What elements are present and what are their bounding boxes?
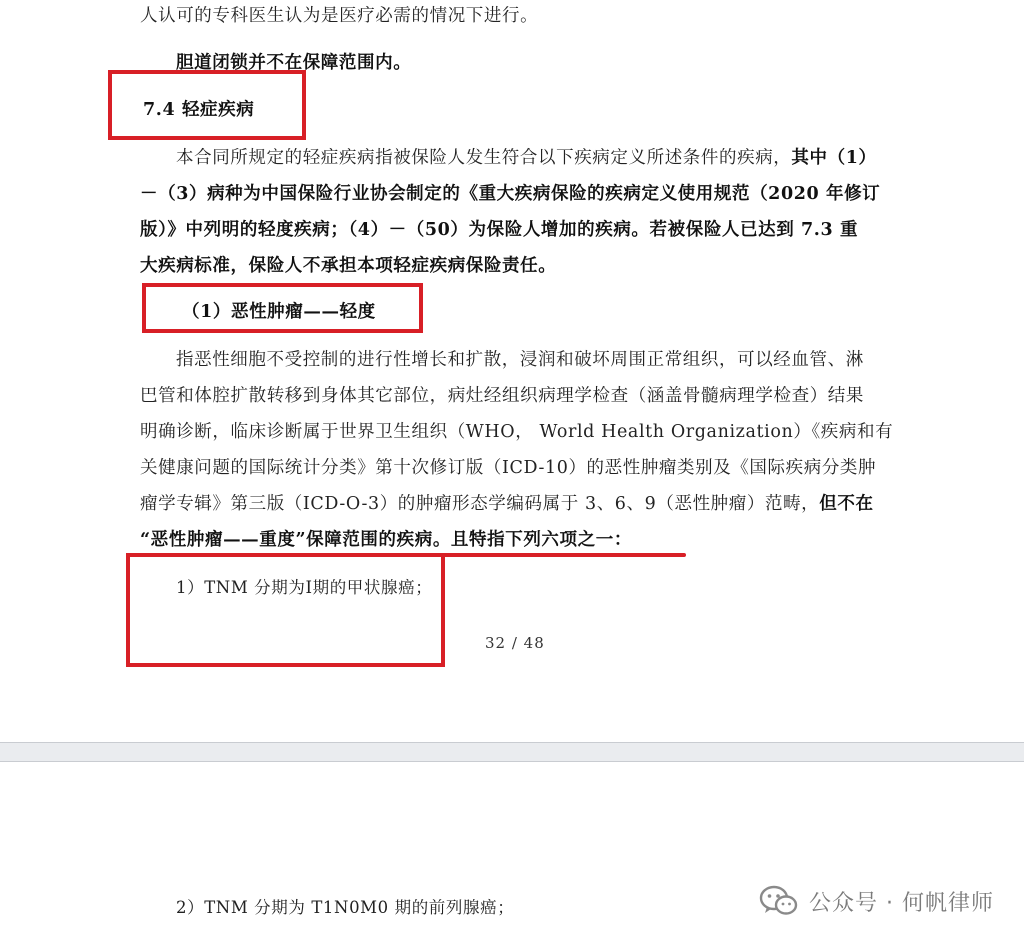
paragraph-text: 本合同所规定的轻症疾病指被保险人发生符合以下疾病定义所述条件的疾病， (176, 148, 792, 168)
paragraph-line: 大疾病标准，保险人不承担本项轻症疾病保险责任。 (140, 256, 557, 276)
section-heading: 7.4 轻症疾病 (143, 100, 255, 120)
highlight-box-subheading (142, 283, 423, 333)
watermark-text: 公众号 · 何帆律师 (809, 890, 994, 916)
paragraph-line: 明确诊断，临床诊断属于世界卫生组织（WHO， World Health Organization）《疾病和有 (140, 422, 894, 442)
paragraph-text: 瘤学专辑》第三版（ICD-O-3）的肿瘤形态学编码属于 3、6、9（恶性肿瘤）范畴， (140, 494, 820, 514)
list-item: 2）TNM 分期为 T1N0M0 期的前列腺癌； (176, 898, 515, 917)
watermark (759, 884, 994, 918)
paragraph-line (176, 144, 877, 169)
subsection-heading: （1）恶性肿瘤——轻度 (182, 302, 376, 322)
paragraph-line (140, 490, 874, 515)
paragraph-line: 胆道闭锁并不在保障范围内。 (176, 53, 412, 73)
highlight-box-heading (108, 70, 306, 140)
paragraph-line: 人认可的专科医生认为是医疗必需的情况下进行。 (140, 6, 539, 26)
paragraph-line: 版）》中列明的轻度疾病；（4）－（50）为保险人增加的疾病。若被保险人已达到 7.3 重 (140, 220, 859, 240)
page-separator (0, 742, 1024, 762)
paragraph-line: 巴管和体腔扩散转移到身体其它部位，病灶经组织病理学检查（涵盖骨髓病理学检查）结果 (140, 386, 864, 406)
paragraph-line: 关健康问题的国际统计分类》第十次修订版（ICD-10）的恶性肿瘤类别及《国际疾病分类肿 (140, 458, 877, 478)
paragraph-text-bold: 但不在 (819, 494, 874, 514)
highlight-box-list-item (126, 553, 445, 667)
paragraph-text-bold: 其中（1） (791, 148, 877, 168)
wechat-icon (759, 884, 799, 918)
paragraph-line: －（3）病种为中国保险行业协会制定的《重大疾病保险的疾病定义使用规范（2020 年修订 (140, 184, 881, 204)
paragraph-line: “恶性肿瘤——重度”保障范围的疾病。且特指下列六项之一： (140, 530, 632, 550)
page-number: 32 / 48 (485, 634, 545, 652)
list-item: 1）TNM 分期为Ⅰ期的甲状腺癌； (176, 578, 433, 597)
paragraph-line: 指恶性细胞不受控制的进行性增长和扩散，浸润和破坏周围正常组织，可以经血管、淋 (176, 350, 864, 370)
